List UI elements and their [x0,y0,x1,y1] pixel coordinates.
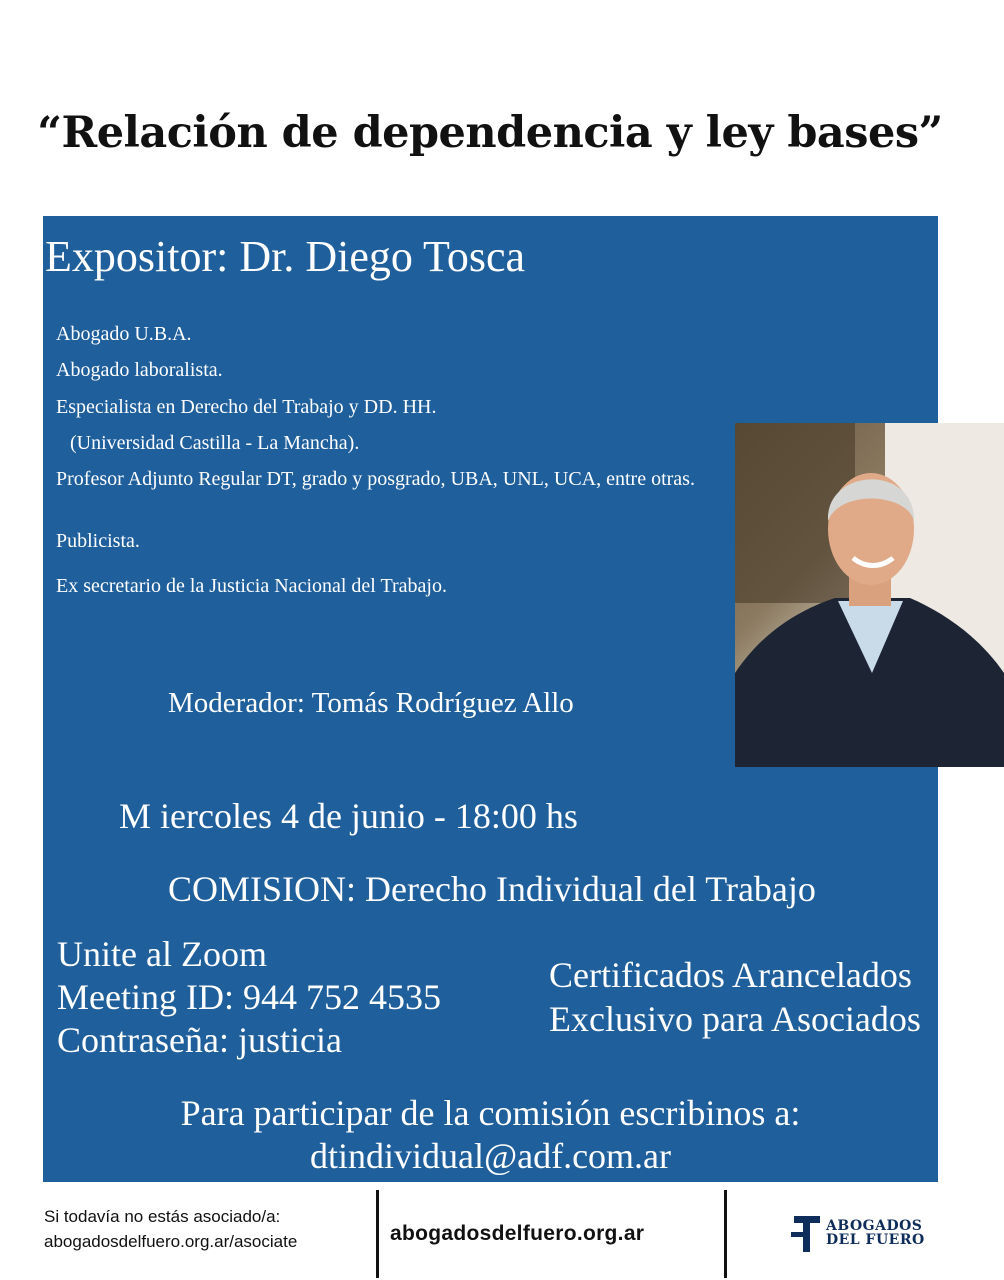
contact-email[interactable]: dtindividual@adf.com.ar [309,1136,672,1176]
bio-line: Profesor Adjunto Regular DT, grado y posgrado, UBA, UNL, UCA, entre otras. [56,468,695,490]
speaker-portrait [735,423,1004,767]
logo-icon [790,1212,824,1256]
zoom-info [57,933,441,1062]
contact-text: Para participar de la comisión escribinos a: [180,1093,801,1133]
footer-divider [724,1190,727,1278]
signup-prompt: Si todavía no estás asociado/a: [44,1207,281,1226]
bio-line: Ex secretario de la Justicia Nacional del Trabajo. [56,575,447,597]
site-link[interactable]: abogadosdelfuero.org.ar [390,1222,645,1245]
moderator: Moderador: Tomás Rodríguez Allo [168,687,574,719]
bio-line: Abogado U.B.A. [56,323,192,345]
event-date: M iercoles 4 de junio - 18:00 hs [119,796,578,836]
certificates-line: Certificados Arancelados [549,955,912,995]
commission: COMISION: Derecho Individual del Trabajo [168,869,816,909]
speaker-photo [735,423,1004,767]
footer-divider [376,1190,379,1278]
signup-link[interactable]: abogadosdelfuero.org.ar/asociate [44,1232,298,1251]
bio-line: Publicista. [56,530,140,552]
speaker-heading: Expositor: Dr. Diego Tosca [45,232,526,281]
zoom-meeting-id: Meeting ID: 944 752 4535 [57,977,441,1017]
event-title: “Relación de dependencia y ley bases” [37,108,943,158]
zoom-password: Contraseña: justicia [57,1020,342,1060]
certificates-info [549,953,921,1041]
logo-text: ABOGADOS [826,1218,923,1234]
footer-signup [44,1204,297,1254]
certificates-line: Exclusivo para Asociados [549,999,921,1039]
logo-text: DEL FUERO [826,1232,925,1248]
bio-line: (Universidad Castilla - La Mancha). [70,432,360,454]
abogados-del-fuero-logo [790,1212,940,1256]
bio-line: Especialista en Derecho del Trabajo y DD. HH. [56,396,437,418]
zoom-join: Unite al Zoom [57,934,267,974]
bio-line: Abogado laboralista. [56,359,223,381]
